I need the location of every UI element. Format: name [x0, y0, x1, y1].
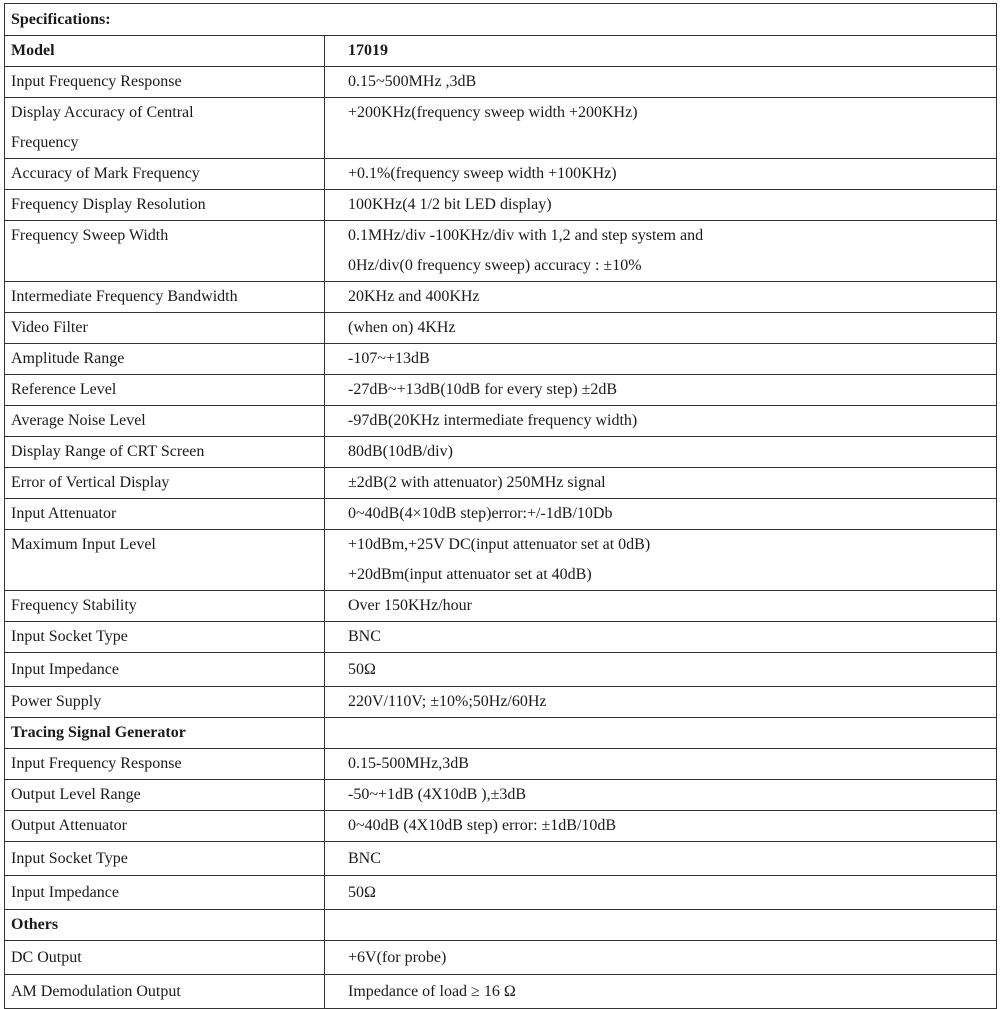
- row-value-line: 0Hz/div(0 frequency sweep) accuracy : ±10%: [348, 257, 642, 274]
- table-row: [5, 780, 997, 811]
- table-row: [5, 591, 997, 622]
- row-label: Input Impedance: [5, 653, 325, 687]
- row-value: 0~40dB(4×10dB step)error:+/-1dB/10Db: [325, 499, 997, 530]
- table-row: [5, 530, 997, 591]
- table-row: [5, 67, 997, 98]
- row-value: 0.15-500MHz,3dB: [325, 749, 997, 780]
- row-value: -50~+1dB (4X10dB ),±3dB: [325, 780, 997, 811]
- row-value: +0.1%(frequency sweep width +100KHz): [325, 159, 997, 190]
- row-label: Model: [5, 36, 325, 67]
- row-value: 50Ω: [325, 653, 997, 687]
- row-label: Frequency Sweep Width: [5, 221, 325, 282]
- row-value: Impedance of load ≥ 16 Ω: [325, 975, 997, 1009]
- table-row: [5, 159, 997, 190]
- row-value-line: +20dBm(input attenuator set at 40dB): [348, 566, 592, 583]
- section-heading: Others: [5, 910, 325, 941]
- row-value: (when on) 4KHz: [325, 313, 997, 344]
- row-label: AM Demodulation Output: [5, 975, 325, 1009]
- row-value: -27dB~+13dB(10dB for every step) ±2dB: [325, 375, 997, 406]
- row-value: [325, 221, 997, 282]
- table-row: [5, 344, 997, 375]
- table-row: [5, 842, 997, 876]
- table-title: Specifications:: [5, 4, 997, 36]
- table-row: [5, 653, 997, 687]
- table-row: [5, 98, 997, 159]
- row-value: 50Ω: [325, 876, 997, 910]
- row-label-line: Display Accuracy of Central: [11, 104, 194, 121]
- row-value: BNC: [325, 842, 997, 876]
- table-row: [5, 36, 997, 67]
- table-row: [5, 876, 997, 910]
- row-value: ±2dB(2 with attenuator) 250MHz signal: [325, 468, 997, 499]
- table-row: [5, 687, 997, 718]
- row-label: Error of Vertical Display: [5, 468, 325, 499]
- row-value: [325, 530, 997, 591]
- table-row: [5, 975, 997, 1009]
- row-label: Frequency Display Resolution: [5, 190, 325, 221]
- row-value: BNC: [325, 622, 997, 653]
- row-label: Amplitude Range: [5, 344, 325, 375]
- table-row: [5, 282, 997, 313]
- row-value-line: 0.1MHz/div -100KHz/div with 1,2 and step system and: [348, 227, 704, 244]
- table-row: [5, 4, 997, 36]
- row-label: Input Impedance: [5, 876, 325, 910]
- row-label-line: Frequency: [11, 134, 79, 151]
- table-row: [5, 718, 997, 749]
- row-value: 0~40dB (4X10dB step) error: ±1dB/10dB: [325, 811, 997, 842]
- row-label: Input Frequency Response: [5, 749, 325, 780]
- row-label: Display Range of CRT Screen: [5, 437, 325, 468]
- table-row: [5, 941, 997, 975]
- row-label: Intermediate Frequency Bandwidth: [5, 282, 325, 313]
- table-row: [5, 437, 997, 468]
- table-row: [5, 406, 997, 437]
- row-value-line: +10dBm,+25V DC(input attenuator set at 0dB): [348, 536, 651, 553]
- row-value: 220V/110V; ±10%;50Hz/60Hz: [325, 687, 997, 718]
- row-label: Average Noise Level: [5, 406, 325, 437]
- row-label: Video Filter: [5, 313, 325, 344]
- row-label: Output Attenuator: [5, 811, 325, 842]
- row-label: Input Attenuator: [5, 499, 325, 530]
- table-row: [5, 910, 997, 941]
- section-heading: Tracing Signal Generator: [5, 718, 325, 749]
- table-row: [5, 622, 997, 653]
- row-value: 0.15~500MHz ,3dB: [325, 67, 997, 98]
- row-value: -107~+13dB: [325, 344, 997, 375]
- row-label: Frequency Stability: [5, 591, 325, 622]
- row-value: 80dB(10dB/div): [325, 437, 997, 468]
- row-label: Input Socket Type: [5, 842, 325, 876]
- row-label: [5, 98, 325, 159]
- row-value: +6V(for probe): [325, 941, 997, 975]
- row-value: Over 150KHz/hour: [325, 591, 997, 622]
- row-value: [325, 718, 997, 749]
- row-label: Input Frequency Response: [5, 67, 325, 98]
- row-label: Maximum Input Level: [5, 530, 325, 591]
- row-value: 100KHz(4 1/2 bit LED display): [325, 190, 997, 221]
- row-label: Output Level Range: [5, 780, 325, 811]
- row-label: Power Supply: [5, 687, 325, 718]
- row-value: +200KHz(frequency sweep width +200KHz): [325, 98, 997, 159]
- table-row: [5, 190, 997, 221]
- table-row: [5, 811, 997, 842]
- specifications-table: [4, 3, 997, 1009]
- row-label: Reference Level: [5, 375, 325, 406]
- table-row: [5, 221, 997, 282]
- row-value: 20KHz and 400KHz: [325, 282, 997, 313]
- table-row: [5, 499, 997, 530]
- row-value: [325, 910, 997, 941]
- table-row: [5, 749, 997, 780]
- row-value: -97dB(20KHz intermediate frequency width): [325, 406, 997, 437]
- table-row: [5, 313, 997, 344]
- row-value: 17019: [325, 36, 997, 67]
- table-row: [5, 468, 997, 499]
- table-row: [5, 375, 997, 406]
- row-label: Accuracy of Mark Frequency: [5, 159, 325, 190]
- row-label: Input Socket Type: [5, 622, 325, 653]
- row-label: DC Output: [5, 941, 325, 975]
